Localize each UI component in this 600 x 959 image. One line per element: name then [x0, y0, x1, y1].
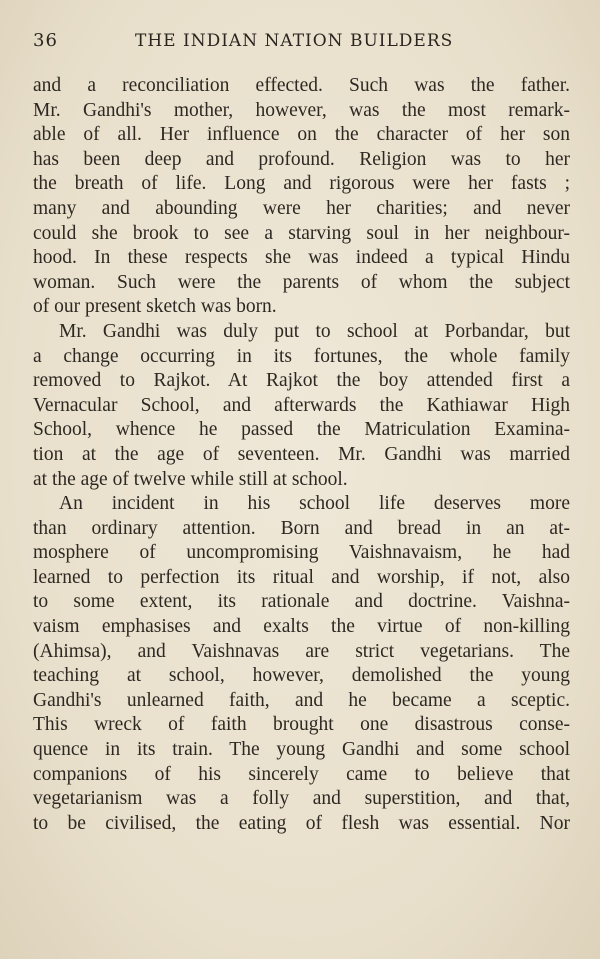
text-line: of our present sketch was born.	[33, 296, 277, 318]
text-line: Vernacular School, and afterwards the Kathiawar High	[33, 394, 570, 416]
paragraph	[33, 320, 570, 492]
text-line: (Ahimsa), and Vaishnavas are strict vegetarians. The	[33, 640, 570, 662]
text-line: Mr. Gandhi was duly put to school at Porbandar, but	[59, 320, 570, 342]
text-line: Mr. Gandhi's mother, however, was the most remark-	[33, 99, 570, 121]
text-line: and a reconciliation effected. Such was the father.	[33, 75, 570, 96]
text-line: to be civilised, the eating of flesh was essential. Nor	[33, 812, 570, 834]
running-title: THE INDIAN NATION BUILDERS	[135, 31, 454, 51]
text-line: An incident in his school life deserves more	[59, 493, 570, 515]
text-line: has been deep and profound. Religion was to her	[33, 148, 570, 170]
paragraph	[33, 492, 570, 836]
text-line: learned to perfection its ritual and worship, if not, also	[33, 566, 570, 588]
text-line: the breath of life. Long and rigorous were her fasts ;	[33, 173, 570, 195]
page-number: 36	[33, 30, 58, 51]
running-head	[33, 30, 570, 60]
text-line: mosphere of uncompromising Vaishnavaism, he had	[33, 542, 570, 564]
text-line: could she brook to see a starving soul in her neighbour-	[33, 222, 570, 244]
text-line: than ordinary attention. Born and bread in an at-	[33, 517, 570, 539]
text-line: School, whence he passed the Matriculation Examina-	[33, 419, 570, 441]
text-line: woman. Such were the parents of whom the subject	[33, 271, 570, 293]
text-line: to some extent, its rationale and doctrine. Vaishna-	[33, 591, 570, 613]
text-line: at the age of twelve while still at school.	[33, 468, 348, 490]
text-line: This wreck of faith brought one disastrous conse-	[33, 714, 570, 736]
text-line: hood. In these respects she was indeed a typical Hindu	[33, 247, 570, 269]
text-line: vaism emphasises and exalts the virtue of non-killing	[33, 616, 570, 638]
text-line: a change occurring in its fortunes, the whole family	[33, 345, 570, 367]
text-line: tion at the age of seventeen. Mr. Gandhi was married	[33, 443, 570, 465]
body-text	[33, 74, 570, 836]
text-line: quence in its train. The young Gandhi and some school	[33, 739, 570, 761]
text-line: vegetarianism was a folly and superstition, and that,	[33, 788, 570, 810]
text-line: Gandhi's unlearned faith, and he became a sceptic.	[33, 689, 570, 711]
text-line: teaching at school, however, demolished the young	[33, 665, 570, 687]
text-line: able of all. Her influence on the character of her son	[33, 124, 570, 146]
text-line: many and abounding were her charities; and never	[33, 197, 570, 219]
paragraph	[33, 74, 570, 320]
text-line: companions of his sincerely came to believe that	[33, 763, 570, 785]
text-line: removed to Rajkot. At Rajkot the boy attended first a	[33, 370, 570, 392]
